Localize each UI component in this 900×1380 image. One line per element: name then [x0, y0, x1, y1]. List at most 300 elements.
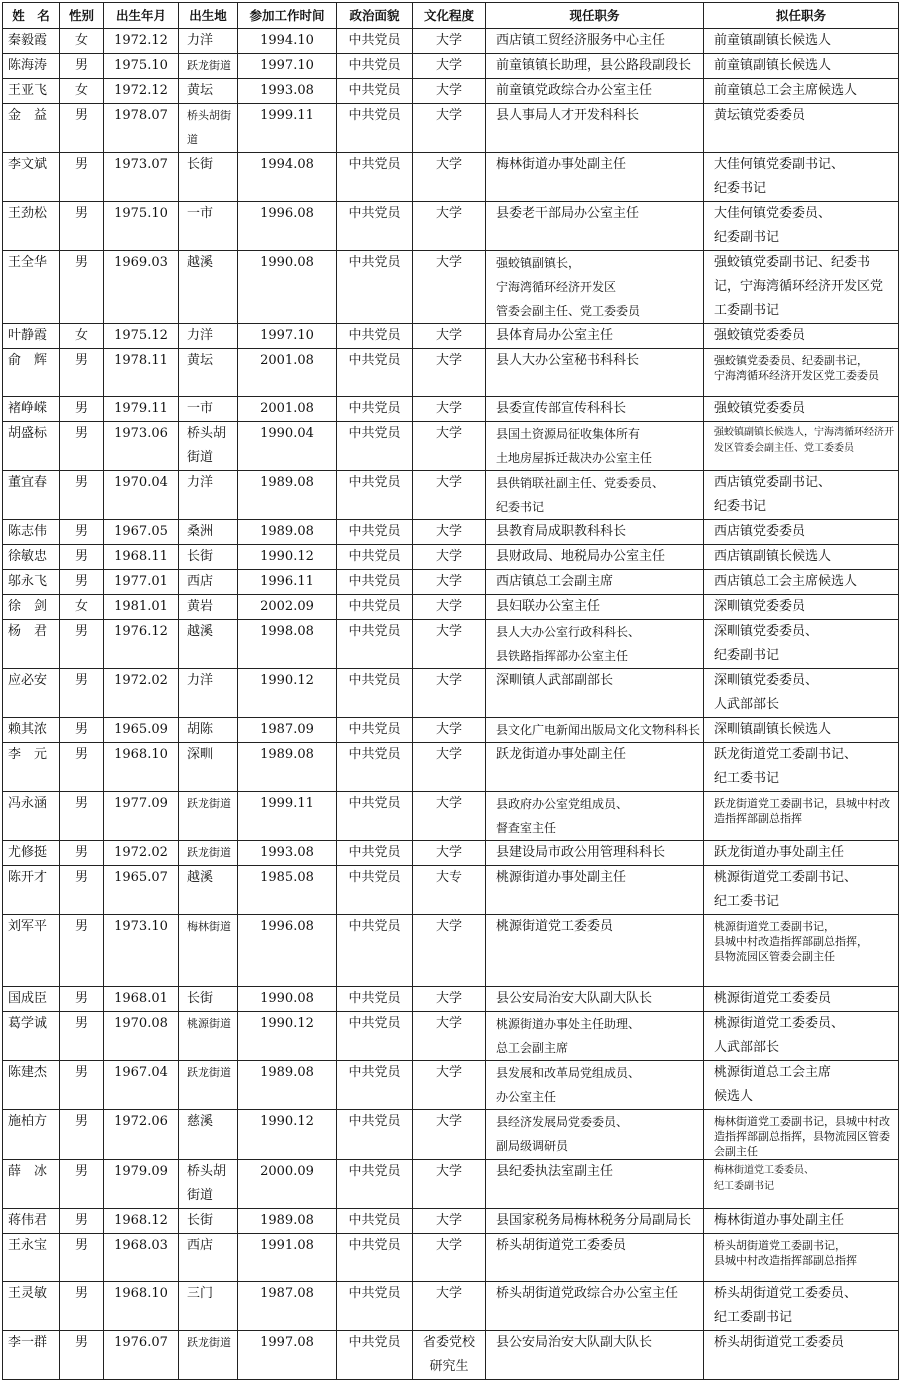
cell-education: 大学 — [413, 545, 486, 570]
table-row — [3, 545, 899, 570]
cell-birthplace: 桥头胡 街道 — [179, 422, 238, 471]
cell-birthplace: 力洋 — [179, 324, 238, 349]
cell-proposed-post: 强蛟镇党委委员 — [704, 397, 899, 422]
cell-birthplace: 黄坛 — [179, 79, 238, 104]
cell-party: 中共党员 — [337, 1160, 413, 1209]
cell-name: 陈开才 — [3, 866, 60, 915]
cell-work-start: 1999.11 — [238, 104, 337, 153]
cell-education: 大学 — [413, 54, 486, 79]
cell-gender: 男 — [60, 349, 104, 397]
cell-education: 大学 — [413, 718, 486, 743]
cell-birthplace: 力洋 — [179, 29, 238, 54]
cell-education: 大学 — [413, 1160, 486, 1209]
cell-education: 大学 — [413, 570, 486, 595]
cell-birthplace: 桑洲 — [179, 520, 238, 545]
table-row — [3, 1282, 899, 1331]
cell-name: 陈海涛 — [3, 54, 60, 79]
cell-birth: 1979.09 — [104, 1160, 179, 1209]
cell-gender: 男 — [60, 520, 104, 545]
cell-name: 杨 君 — [3, 620, 60, 669]
cell-birth: 1965.09 — [104, 718, 179, 743]
cell-birthplace: 力洋 — [179, 471, 238, 520]
cell-party: 中共党员 — [337, 79, 413, 104]
table-row — [3, 743, 899, 792]
cell-education: 大学 — [413, 251, 486, 324]
cell-work-start: 2000.09 — [238, 1160, 337, 1209]
cell-work-start: 1999.11 — [238, 792, 337, 841]
table-row — [3, 104, 899, 153]
cell-current-post: 县经济发展局党委委员、 副局级调研员 — [486, 1110, 704, 1160]
cell-current-post: 县人事局人才开发科科长 — [486, 104, 704, 153]
cell-name: 刘军平 — [3, 915, 60, 987]
table-row — [3, 153, 899, 202]
cell-name: 叶静霞 — [3, 324, 60, 349]
cell-birthplace: 桃源街道 — [179, 1012, 238, 1061]
cell-gender: 男 — [60, 841, 104, 866]
cell-work-start: 1990.04 — [238, 422, 337, 471]
cell-birth: 1978.11 — [104, 349, 179, 397]
cell-current-post: 县供销联社副主任、党委委员、 纪委书记 — [486, 471, 704, 520]
cell-work-start: 1989.08 — [238, 1061, 337, 1110]
cell-current-post: 桃源街道党工委委员 — [486, 915, 704, 987]
cell-birthplace: 跃龙街道 — [179, 54, 238, 79]
cell-proposed-post: 深甽镇副镇长候选人 — [704, 718, 899, 743]
cell-proposed-post: 西店镇总工会主席候选人 — [704, 570, 899, 595]
cell-party: 中共党员 — [337, 251, 413, 324]
cell-birth: 1969.03 — [104, 251, 179, 324]
cell-birth: 1975.10 — [104, 54, 179, 79]
cell-education: 大学 — [413, 1061, 486, 1110]
table-row — [3, 841, 899, 866]
cell-birthplace: 桥头胡街道 — [179, 104, 238, 153]
cell-work-start: 1994.08 — [238, 153, 337, 202]
cell-gender: 男 — [60, 620, 104, 669]
cell-party: 中共党员 — [337, 1234, 413, 1282]
cell-gender: 男 — [60, 471, 104, 520]
cell-birthplace: 跃龙街道 — [179, 841, 238, 866]
table-row — [3, 397, 899, 422]
cell-gender: 男 — [60, 1061, 104, 1110]
cell-education: 大学 — [413, 471, 486, 520]
cell-gender: 男 — [60, 54, 104, 79]
cell-current-post: 强蛟镇副镇长， 宁海湾循环经济开发区 管委会副主任、党工委委员 — [486, 251, 704, 324]
cell-party: 中共党员 — [337, 349, 413, 397]
cell-current-post: 县委老干部局办公室主任 — [486, 202, 704, 251]
cell-education: 大学 — [413, 595, 486, 620]
cell-name: 俞 辉 — [3, 349, 60, 397]
cell-birth: 1968.10 — [104, 1282, 179, 1331]
cell-education: 大学 — [413, 520, 486, 545]
cell-birth: 1967.05 — [104, 520, 179, 545]
cell-proposed-post: 跃龙街道办事处副主任 — [704, 841, 899, 866]
cell-work-start: 2002.09 — [238, 595, 337, 620]
cell-name: 蒋伟君 — [3, 1209, 60, 1234]
cell-birthplace: 桥头胡 街道 — [179, 1160, 238, 1209]
cell-current-post: 西店镇总工会副主席 — [486, 570, 704, 595]
table-row — [3, 1331, 899, 1380]
header-birth: 出生年月 — [104, 3, 179, 29]
cell-work-start: 1990.12 — [238, 669, 337, 718]
cell-gender: 男 — [60, 570, 104, 595]
cell-current-post: 县人大办公室行政科科长、 县铁路指挥部办公室主任 — [486, 620, 704, 669]
cell-gender: 男 — [60, 397, 104, 422]
table-row — [3, 251, 899, 324]
cell-party: 中共党员 — [337, 520, 413, 545]
cell-current-post: 县人大办公室秘书科科长 — [486, 349, 704, 397]
table-row — [3, 29, 899, 54]
cell-name: 王劲松 — [3, 202, 60, 251]
cell-gender: 女 — [60, 324, 104, 349]
cell-birth: 1977.01 — [104, 570, 179, 595]
cell-current-post: 县发展和改革局党组成员、 办公室主任 — [486, 1061, 704, 1110]
cell-proposed-post: 大佳何镇党委副书记、 纪委书记 — [704, 153, 899, 202]
table-row — [3, 792, 899, 841]
cell-work-start: 1993.08 — [238, 841, 337, 866]
cell-proposed-post: 桃源街道总工会主席 候选人 — [704, 1061, 899, 1110]
header-name: 姓 名 — [3, 3, 60, 29]
cell-education: 省委党校 研究生 — [413, 1331, 486, 1380]
cell-gender: 男 — [60, 866, 104, 915]
cell-proposed-post: 西店镇党委副书记、 纪委书记 — [704, 471, 899, 520]
cell-education: 大学 — [413, 397, 486, 422]
cell-gender: 女 — [60, 29, 104, 54]
cell-current-post: 县政府办公室党组成员、 督查室主任 — [486, 792, 704, 841]
cell-education: 大学 — [413, 987, 486, 1012]
cell-education: 大学 — [413, 104, 486, 153]
cell-name: 徐敏忠 — [3, 545, 60, 570]
cell-birthplace: 越溪 — [179, 866, 238, 915]
cell-birthplace: 黄坛 — [179, 349, 238, 397]
cell-education: 大学 — [413, 324, 486, 349]
cell-birthplace: 力洋 — [179, 669, 238, 718]
cell-education: 大学 — [413, 1012, 486, 1061]
cell-birthplace: 黄岩 — [179, 595, 238, 620]
table-row — [3, 422, 899, 471]
cell-name: 施柏方 — [3, 1110, 60, 1160]
cell-name: 李一群 — [3, 1331, 60, 1380]
cell-proposed-post: 桥头胡街道党工委委员 — [704, 1331, 899, 1380]
cell-party: 中共党员 — [337, 153, 413, 202]
cell-birth: 1975.12 — [104, 324, 179, 349]
cell-gender: 男 — [60, 422, 104, 471]
cell-birth: 1973.06 — [104, 422, 179, 471]
table-row — [3, 79, 899, 104]
cell-work-start: 2001.08 — [238, 349, 337, 397]
cell-birthplace: 跃龙街道 — [179, 1061, 238, 1110]
cell-birth: 1972.12 — [104, 79, 179, 104]
cell-current-post: 县体育局办公室主任 — [486, 324, 704, 349]
cell-party: 中共党员 — [337, 54, 413, 79]
cell-current-post: 县纪委执法室副主任 — [486, 1160, 704, 1209]
cell-name: 葛学诚 — [3, 1012, 60, 1061]
cell-work-start: 1996.08 — [238, 915, 337, 987]
cell-birth: 1981.01 — [104, 595, 179, 620]
header-work-start: 参加工作时间 — [238, 3, 337, 29]
header-row — [3, 3, 899, 29]
cell-name: 王灵敏 — [3, 1282, 60, 1331]
cell-birth: 1970.04 — [104, 471, 179, 520]
cell-work-start: 1990.12 — [238, 1110, 337, 1160]
cell-birth: 1972.12 — [104, 29, 179, 54]
cell-current-post: 桃源街道办事处副主任 — [486, 866, 704, 915]
cell-birthplace: 三门 — [179, 1282, 238, 1331]
cell-work-start: 1998.08 — [238, 620, 337, 669]
cell-work-start: 1989.08 — [238, 471, 337, 520]
cell-work-start: 2001.08 — [238, 397, 337, 422]
table-row — [3, 987, 899, 1012]
cell-work-start: 1985.08 — [238, 866, 337, 915]
cell-gender: 男 — [60, 1110, 104, 1160]
cell-proposed-post: 西店镇副镇长候选人 — [704, 545, 899, 570]
cell-birth: 1976.12 — [104, 620, 179, 669]
cell-work-start: 1993.08 — [238, 79, 337, 104]
cell-party: 中共党员 — [337, 397, 413, 422]
cell-current-post: 县国家税务局梅林税务分局副局长 — [486, 1209, 704, 1234]
cell-gender: 男 — [60, 669, 104, 718]
cell-gender: 男 — [60, 1012, 104, 1061]
table-row — [3, 1012, 899, 1061]
cell-work-start: 1997.10 — [238, 54, 337, 79]
cell-work-start: 1996.08 — [238, 202, 337, 251]
cell-education: 大学 — [413, 1282, 486, 1331]
cell-party: 中共党员 — [337, 841, 413, 866]
cell-proposed-post: 桃源街道党工委委员 — [704, 987, 899, 1012]
cell-birthplace: 长街 — [179, 153, 238, 202]
cell-work-start: 1989.08 — [238, 1209, 337, 1234]
cell-proposed-post: 强蛟镇副镇长候选人，宁海湾循环经济开发区管委会副主任、党工委委员 — [704, 422, 899, 471]
cell-gender: 男 — [60, 202, 104, 251]
cell-party: 中共党员 — [337, 792, 413, 841]
cell-name: 国成臣 — [3, 987, 60, 1012]
cell-birthplace: 长街 — [179, 545, 238, 570]
cell-name: 胡盛标 — [3, 422, 60, 471]
cell-party: 中共党员 — [337, 595, 413, 620]
cell-current-post: 梅林街道办事处副主任 — [486, 153, 704, 202]
cell-education: 大学 — [413, 841, 486, 866]
cell-work-start: 1990.12 — [238, 1012, 337, 1061]
cell-party: 中共党员 — [337, 718, 413, 743]
cell-birth: 1967.04 — [104, 1061, 179, 1110]
cell-party: 中共党员 — [337, 669, 413, 718]
cell-education: 大学 — [413, 1110, 486, 1160]
cell-education: 大专 — [413, 866, 486, 915]
table-row — [3, 54, 899, 79]
cell-proposed-post: 深甽镇党委委员、 人武部部长 — [704, 669, 899, 718]
cell-party: 中共党员 — [337, 987, 413, 1012]
cell-name: 薛 冰 — [3, 1160, 60, 1209]
cell-education: 大学 — [413, 202, 486, 251]
cell-birthplace: 跃龙街道 — [179, 792, 238, 841]
cell-gender: 男 — [60, 743, 104, 792]
cell-gender: 女 — [60, 79, 104, 104]
table-row — [3, 866, 899, 915]
table-row — [3, 1061, 899, 1110]
table-row — [3, 915, 899, 987]
cell-proposed-post: 梅林街道办事处副主任 — [704, 1209, 899, 1234]
cell-name: 褚峥嵘 — [3, 397, 60, 422]
cell-party: 中共党员 — [337, 1061, 413, 1110]
cell-party: 中共党员 — [337, 620, 413, 669]
cell-birthplace: 慈溪 — [179, 1110, 238, 1160]
cell-education: 大学 — [413, 1209, 486, 1234]
table-row — [3, 324, 899, 349]
table-row — [3, 1160, 899, 1209]
cell-party: 中共党员 — [337, 104, 413, 153]
table-row — [3, 471, 899, 520]
cell-gender: 男 — [60, 1282, 104, 1331]
cell-gender: 男 — [60, 153, 104, 202]
cell-party: 中共党员 — [337, 1282, 413, 1331]
cell-name: 王永宝 — [3, 1234, 60, 1282]
table-row — [3, 1234, 899, 1282]
cell-proposed-post: 黄坛镇党委委员 — [704, 104, 899, 153]
cell-birth: 1976.07 — [104, 1331, 179, 1380]
cell-birthplace: 深甽 — [179, 743, 238, 792]
table-row — [3, 718, 899, 743]
cell-gender: 男 — [60, 104, 104, 153]
cell-gender: 男 — [60, 1234, 104, 1282]
cell-education: 大学 — [413, 153, 486, 202]
cell-work-start: 1997.08 — [238, 1331, 337, 1380]
cell-party: 中共党员 — [337, 1209, 413, 1234]
cell-education: 大学 — [413, 792, 486, 841]
table-row — [3, 620, 899, 669]
cell-work-start: 1991.08 — [238, 1234, 337, 1282]
cell-party: 中共党员 — [337, 915, 413, 987]
cell-work-start: 1989.08 — [238, 520, 337, 545]
cell-current-post: 县文化广电新闻出版局文化文物科科长 — [486, 718, 704, 743]
cell-gender: 男 — [60, 792, 104, 841]
cell-party: 中共党员 — [337, 570, 413, 595]
cell-birth: 1968.10 — [104, 743, 179, 792]
cell-birth: 1972.06 — [104, 1110, 179, 1160]
cell-party: 中共党员 — [337, 1012, 413, 1061]
cell-education: 大学 — [413, 29, 486, 54]
cell-party: 中共党员 — [337, 29, 413, 54]
cell-current-post: 西店镇工贸经济服务中心主任 — [486, 29, 704, 54]
cell-name: 董宜春 — [3, 471, 60, 520]
cell-work-start: 1990.08 — [238, 987, 337, 1012]
cell-gender: 女 — [60, 595, 104, 620]
cell-current-post: 县财政局、地税局办公室主任 — [486, 545, 704, 570]
cell-current-post: 县公安局治安大队副大队长 — [486, 987, 704, 1012]
cell-name: 秦毅霞 — [3, 29, 60, 54]
header-current-post: 现任职务 — [486, 3, 704, 29]
cell-birthplace: 一市 — [179, 202, 238, 251]
cell-proposed-post: 桃源街道党工委委员、 人武部部长 — [704, 1012, 899, 1061]
cell-current-post: 前童镇党政综合办公室主任 — [486, 79, 704, 104]
cell-gender: 男 — [60, 718, 104, 743]
cell-name: 李文斌 — [3, 153, 60, 202]
header-gender: 性别 — [60, 3, 104, 29]
cell-birth: 1972.02 — [104, 841, 179, 866]
cell-current-post: 县委宣传部宣传科科长 — [486, 397, 704, 422]
header-proposed-post: 拟任职务 — [704, 3, 899, 29]
cell-proposed-post: 跃龙街道党工委副书记，县城中村改造指挥部副总指挥 — [704, 792, 899, 841]
cell-education: 大学 — [413, 1234, 486, 1282]
cell-birth: 1970.08 — [104, 1012, 179, 1061]
cell-education: 大学 — [413, 79, 486, 104]
cell-birth: 1979.11 — [104, 397, 179, 422]
table-row — [3, 520, 899, 545]
cell-name: 陈志伟 — [3, 520, 60, 545]
table-row — [3, 1110, 899, 1160]
cell-proposed-post: 梅林街道党工委委员、 纪工委副书记 — [704, 1160, 899, 1209]
cell-work-start: 1989.08 — [238, 743, 337, 792]
cell-proposed-post: 强蛟镇党委委员 — [704, 324, 899, 349]
header-birthplace: 出生地 — [179, 3, 238, 29]
cell-name: 邬永飞 — [3, 570, 60, 595]
cell-current-post: 跃龙街道办事处副主任 — [486, 743, 704, 792]
cell-proposed-post: 桥头胡街道党工委委员、 纪工委副书记 — [704, 1282, 899, 1331]
cell-birthplace: 长街 — [179, 987, 238, 1012]
cell-proposed-post: 强蛟镇党委副书记、纪委书记，宁海湾循环经济开发区党工委副书记 — [704, 251, 899, 324]
cell-work-start: 1987.09 — [238, 718, 337, 743]
cell-proposed-post: 深甽镇党委委员、 纪委副书记 — [704, 620, 899, 669]
cell-proposed-post: 桃源街道党工委副书记、 纪工委书记 — [704, 866, 899, 915]
cell-name: 陈建杰 — [3, 1061, 60, 1110]
cell-birthplace: 越溪 — [179, 620, 238, 669]
cell-party: 中共党员 — [337, 743, 413, 792]
cell-proposed-post: 西店镇党委委员 — [704, 520, 899, 545]
cell-name: 应必安 — [3, 669, 60, 718]
table-row — [3, 595, 899, 620]
cell-gender: 男 — [60, 987, 104, 1012]
cell-current-post: 前童镇镇长助理，县公路段副段长 — [486, 54, 704, 79]
cell-birthplace: 胡陈 — [179, 718, 238, 743]
cell-proposed-post: 深甽镇党委委员 — [704, 595, 899, 620]
cell-name: 李 元 — [3, 743, 60, 792]
cell-current-post: 桥头胡街道党政综合办公室主任 — [486, 1282, 704, 1331]
cell-birth: 1968.12 — [104, 1209, 179, 1234]
cell-current-post: 深甽镇人武部副部长 — [486, 669, 704, 718]
cell-proposed-post: 桥头胡街道党工委副书记， 县城中村改造指挥部副总指挥 — [704, 1234, 899, 1282]
cell-gender: 男 — [60, 1209, 104, 1234]
cell-work-start: 1997.10 — [238, 324, 337, 349]
cell-name: 王亚飞 — [3, 79, 60, 104]
cell-work-start: 1990.12 — [238, 545, 337, 570]
cell-birthplace: 长街 — [179, 1209, 238, 1234]
cell-birth: 1977.09 — [104, 792, 179, 841]
cell-education: 大学 — [413, 915, 486, 987]
cell-education: 大学 — [413, 743, 486, 792]
cell-work-start: 1994.10 — [238, 29, 337, 54]
cell-birthplace: 跃龙街道 — [179, 1331, 238, 1380]
table-row — [3, 570, 899, 595]
cell-birthplace: 西店 — [179, 1234, 238, 1282]
cell-birth: 1975.10 — [104, 202, 179, 251]
cell-proposed-post: 前童镇副镇长候选人 — [704, 54, 899, 79]
cell-name: 冯永涵 — [3, 792, 60, 841]
cell-education: 大学 — [413, 669, 486, 718]
cell-name: 徐 剑 — [3, 595, 60, 620]
cell-party: 中共党员 — [337, 202, 413, 251]
cell-current-post: 桃源街道办事处主任助理、 总工会副主席 — [486, 1012, 704, 1061]
cell-party: 中共党员 — [337, 471, 413, 520]
cell-proposed-post: 大佳何镇党委委员、 纪委副书记 — [704, 202, 899, 251]
cell-birth: 1965.07 — [104, 866, 179, 915]
cell-party: 中共党员 — [337, 545, 413, 570]
table-row — [3, 669, 899, 718]
cell-education: 大学 — [413, 349, 486, 397]
cell-party: 中共党员 — [337, 866, 413, 915]
cell-birthplace: 一市 — [179, 397, 238, 422]
cell-gender: 男 — [60, 251, 104, 324]
cell-name: 尤修挺 — [3, 841, 60, 866]
cell-party: 中共党员 — [337, 324, 413, 349]
cell-proposed-post: 前童镇总工会主席候选人 — [704, 79, 899, 104]
cell-party: 中共党员 — [337, 422, 413, 471]
